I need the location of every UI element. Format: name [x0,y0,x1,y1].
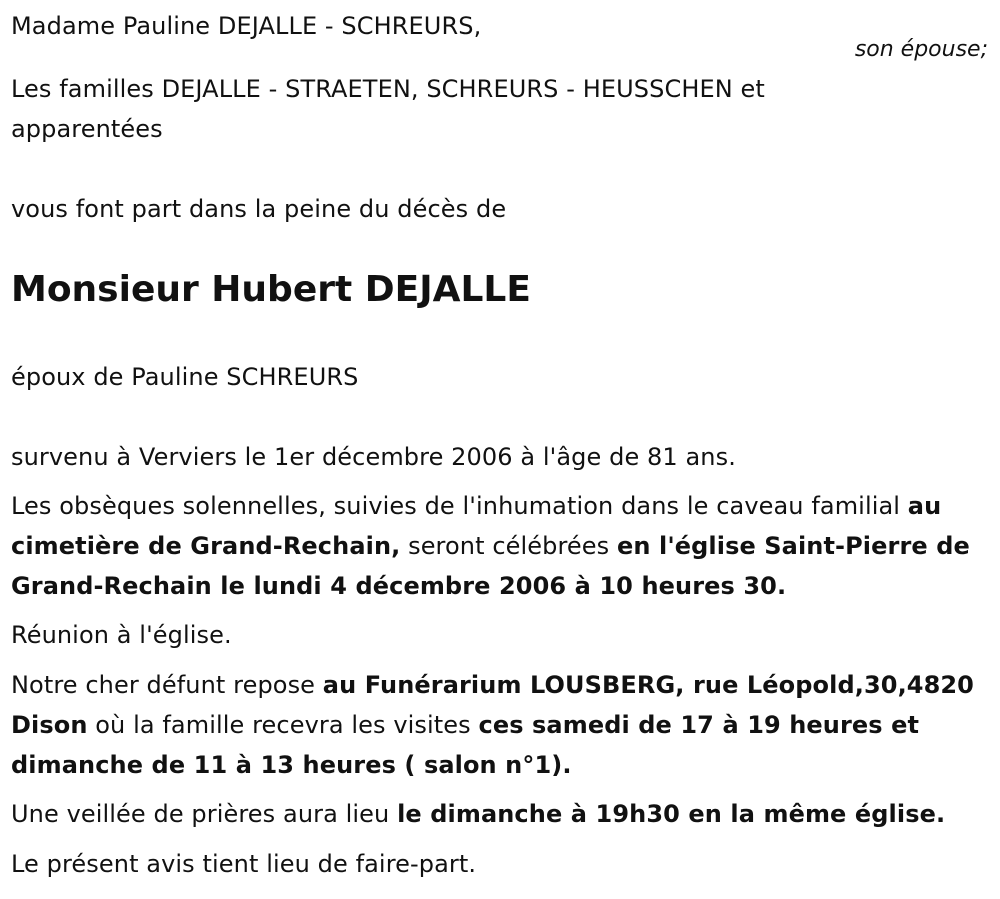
deceased-name: Monsieur Hubert DEJALLE [11,269,531,310]
visit-hours-text: ces samedi de 17 à 19 heures et dimanche de 11 à 13 heures ( salon n°1). [11,711,920,779]
reunion-line: Réunion à l'église. [11,621,232,649]
funeral-paragraph [11,486,991,606]
widow-role: son épouse; [854,37,988,62]
vigil-time-text: le dimanche à 19h30 en la même église. [397,800,946,828]
closing-line: Le présent avis tient lieu de faire-part. [11,850,477,878]
vigil-text-1: Une veillée de prières aura lieu [11,800,398,828]
widow-line: Madame Pauline DEJALLE - SCHREURS, [11,12,482,40]
funeral-text-1: Les obsèques solennelles, suivies de l'inhumation dans le caveau familial [11,492,908,520]
visitation-text-2: où la famille recevra les visites [87,711,479,739]
spouse-line: époux de Pauline SCHREURS [11,363,359,391]
cemetery-text: au cimetière de Grand-Rechain, [11,492,942,560]
visitation-paragraph [11,665,991,785]
funerarium-text: au Funérarium LOUSBERG, rue Léopold,30,4820 Dison [11,671,974,739]
visitation-text-1: Notre cher défunt repose [11,671,323,699]
announce-line: vous font part dans la peine du décès de [11,195,507,223]
death-line: survenu à Verviers le 1er décembre 2006 à l'âge de 81 ans. [11,443,736,471]
church-text: en l'église Saint-Pierre de Grand-Rechain le lundi 4 décembre 2006 à 10 heures 30. [11,532,970,600]
vigil-paragraph [11,794,945,834]
families-line: Les familles DEJALLE - STRAETEN, SCHREURS - HEUSSCHEN et apparentées [11,75,765,143]
funeral-text-2: seront célébrées [400,532,617,560]
